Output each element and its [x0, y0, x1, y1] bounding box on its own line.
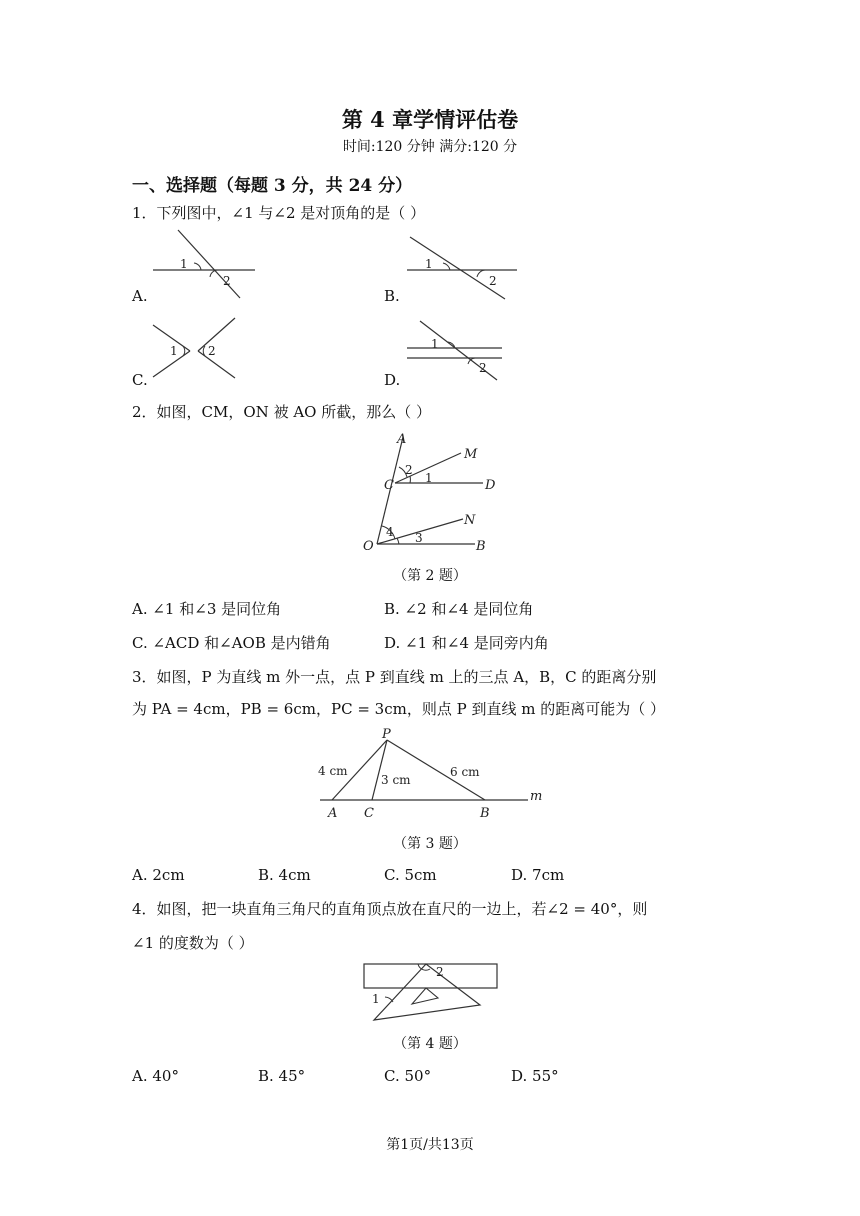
point-c-label: C	[364, 806, 374, 821]
point-o-label: O	[363, 539, 374, 554]
question-2-stem: 2．如图，CM，ON 被 AO 所截，那么（ ）	[132, 403, 432, 421]
angle-2-label: 2	[223, 274, 231, 288]
q4-option-d: D. 55°	[511, 1067, 559, 1085]
angle-1-label: 1	[431, 337, 439, 351]
q3-option-d: D. 7cm	[511, 866, 565, 884]
q4-option-b: B. 45°	[258, 1067, 306, 1085]
angle-1-label: 1	[372, 992, 380, 1006]
q3-option-a: A. 2cm	[132, 866, 185, 884]
q3-option-b: B. 4cm	[258, 866, 311, 884]
section-heading: 一、选择题（每题 3 分，共 24 分）	[132, 176, 413, 196]
q1-option-d: D.	[384, 371, 401, 389]
q2-option-c: C. ∠ACD 和∠AOB 是内错角	[132, 634, 331, 652]
q1-figure-b	[405, 233, 520, 303]
point-b-label: B	[476, 539, 486, 554]
page-title: 第 4 章学情评估卷	[341, 107, 519, 132]
point-a-label: A	[397, 432, 407, 447]
point-m-label: M	[464, 447, 478, 462]
q3-option-c: C. 5cm	[384, 866, 437, 884]
angle-2-label: 2	[436, 965, 444, 979]
q1-option-c: C.	[132, 371, 148, 389]
point-n-label: N	[464, 513, 476, 528]
question-3-stem-line2: 为 PA = 4cm，PB = 6cm，PC = 3cm，则点 P 到直线 m 的距离可能为（ ）	[132, 700, 665, 718]
q4-figure	[360, 960, 502, 1024]
pa-length-label: 4 cm	[318, 764, 348, 778]
q1-option-b: B.	[384, 287, 400, 305]
q2-option-d: D. ∠1 和∠4 是同旁内角	[384, 634, 549, 652]
q2-option-a: A. ∠1 和∠3 是同位角	[132, 600, 282, 618]
question-1-stem: 1．下列图中，∠1 与∠2 是对顶角的是（ ）	[132, 204, 426, 222]
angle-2-label: 2	[479, 361, 487, 375]
angle-4-label: 4	[386, 525, 394, 539]
q4-option-c: C. 50°	[384, 1067, 432, 1085]
q1-figure-a	[150, 225, 260, 305]
q1-figure-d	[405, 318, 510, 383]
point-a-label: A	[328, 806, 338, 821]
question-3-stem-line1: 3．如图，P 为直线 m 外一点，点 P 到直线 m 上的三点 A，B，C 的距离分别	[132, 668, 657, 686]
q4-option-a: A. 40°	[132, 1067, 179, 1085]
figure-2-caption: （第 2 题）	[393, 568, 467, 584]
figure-3-caption: （第 3 题）	[393, 836, 467, 852]
pb-length-label: 6 cm	[450, 765, 480, 779]
angle-2-label: 2	[405, 463, 413, 477]
angle-1-label: 1	[170, 344, 178, 358]
angle-2-label: 2	[208, 344, 216, 358]
exam-info: 时间:120 分钟 满分:120 分	[342, 139, 518, 155]
point-b-label: B	[480, 806, 490, 821]
angle-1-label: 1	[180, 257, 188, 271]
angle-2-label: 2	[489, 274, 497, 288]
point-p-label: P	[382, 727, 391, 742]
angle-1-label: 1	[425, 257, 433, 271]
question-4-stem-line2: ∠1 的度数为（ ）	[132, 934, 254, 952]
q2-option-b: B. ∠2 和∠4 是同位角	[384, 600, 534, 618]
line-m-label: m	[530, 789, 543, 804]
q2-figure	[355, 430, 505, 555]
q1-figure-c	[150, 315, 240, 385]
question-4-stem-line1: 4．如图，把一块直角三角尺的直角顶点放在直尺的一边上，若∠2 = 40°，则	[132, 900, 648, 918]
q1-option-a: A.	[132, 287, 148, 305]
angle-3-label: 3	[415, 531, 423, 545]
q3-figure	[310, 728, 550, 823]
angle-1-label: 1	[425, 471, 433, 485]
point-d-label: D	[485, 478, 496, 493]
page-number: 第1页/共13页	[386, 1137, 474, 1153]
point-c-label: C	[384, 478, 394, 493]
pc-length-label: 3 cm	[381, 773, 411, 787]
figure-4-caption: （第 4 题）	[393, 1036, 467, 1052]
